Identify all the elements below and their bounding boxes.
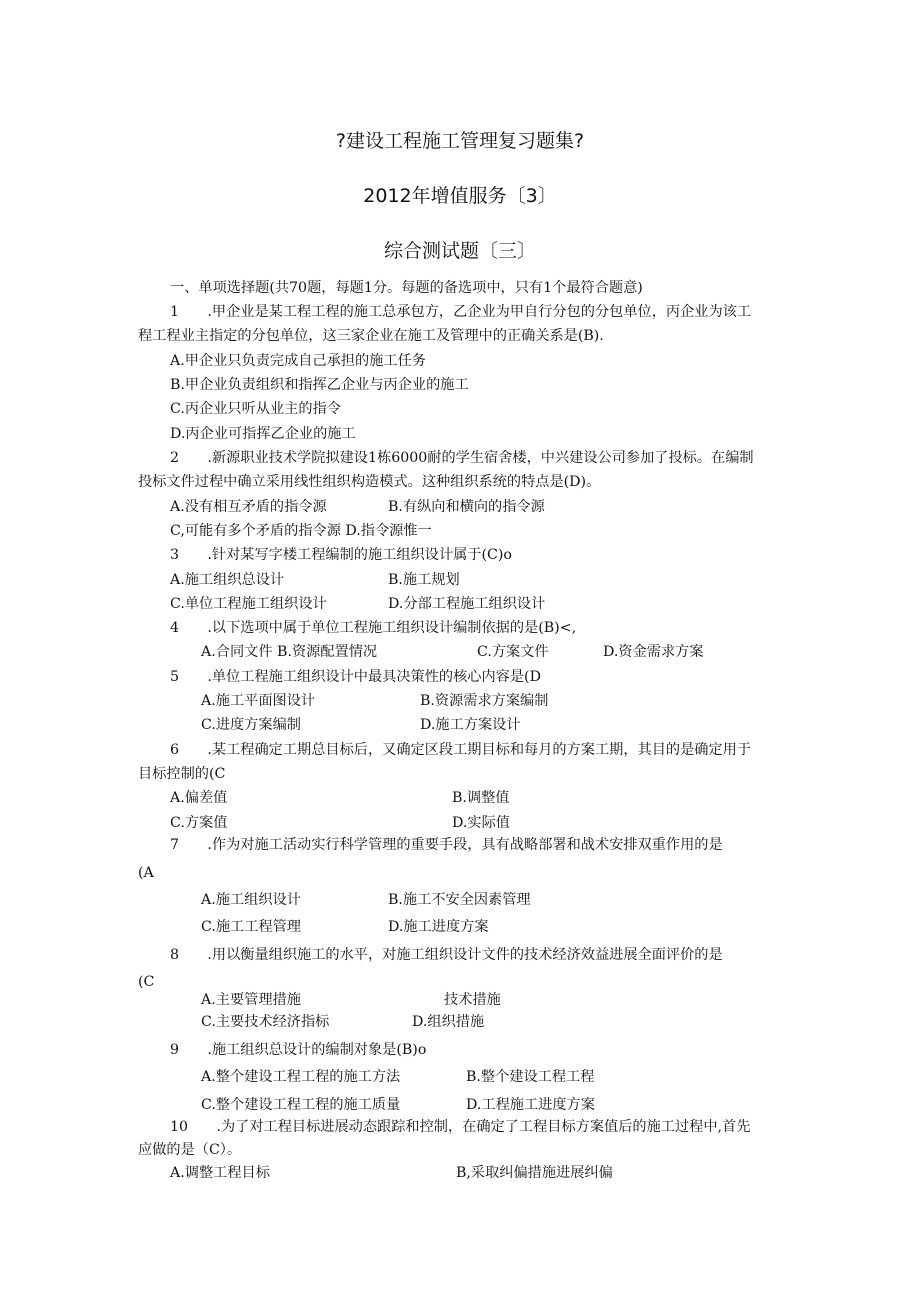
q6-stem-line1: 6 .某工程确定工期总目标后，又确定区段工期目标和每月的方案工期，其目的是确定用于 <box>170 742 752 758</box>
q2-stem-line1: 2 .新源职业技术学院拟建设1栋6000耐的学生宿舍楼，中兴建设公司参加了投标。在编制 <box>170 450 754 466</box>
q1-option-b: B.甲企业负责组织和指挥乙企业与丙企业的施工 <box>170 377 469 393</box>
q2-option-a: A.没有相互矛盾的指令源 <box>170 499 327 515</box>
q6-option-c: C.方案值 <box>170 815 228 831</box>
q4-option-c: C.方案文件 <box>477 644 549 660</box>
q9-option-b: B.整个建设工程工程 <box>466 1069 595 1085</box>
q10-option-b: B,采取纠偏措施进展纠偏 <box>456 1165 613 1181</box>
q7-option-d: D.施工进度方案 <box>388 919 489 935</box>
q7-option-b: B.施工不安全因素管理 <box>388 892 531 908</box>
q1-option-c: C.丙企业只听从业主的指令 <box>170 401 341 417</box>
q6-option-d: D.实际值 <box>452 815 510 831</box>
q7-option-a: A.施工组织设计 <box>201 892 301 908</box>
document-subtitle: 2012年增值服务〔3〕 <box>363 185 557 207</box>
q2-stem-line2: 投标文件过程中确立采用线性组织构造模式。这种组织系统的特点是(D)。 <box>138 474 601 490</box>
q2-option-b: B.有纵向和横向的指令源 <box>388 499 545 515</box>
document-title: ?建设工程施工管理复习题集? <box>335 130 585 152</box>
q10-option-a: A.调整工程目标 <box>170 1165 270 1181</box>
q1-stem-line1: 1 .甲企业是某工程工程的施工总承包方，乙企业为甲自行分包的分包单位，丙企业为该工 <box>170 304 752 320</box>
q5-option-a: A.施工平面图设计 <box>201 693 316 709</box>
q8-stem-line2: (C <box>138 974 155 990</box>
q3-option-b: B.施工规划 <box>388 572 460 588</box>
q6-stem-line2: 目标控制的(C <box>138 766 226 782</box>
q1-option-a: A.甲企业只负责完成自己承担的施工任务 <box>170 353 426 369</box>
q10-stem-line1: 10 .为了对工程目标进展动态跟踪和控制，在确定了工程目标方案值后的施工过程中,首先 <box>170 1119 751 1135</box>
q9-option-a: A.整个建设工程工程的施工方法 <box>201 1069 401 1085</box>
q7-stem-line2: (A <box>138 865 154 881</box>
section-title: 综合测试题〔三〕 <box>383 240 536 262</box>
q9-stem: 9 .施工组织总设计的编制对象是(B)o <box>170 1042 427 1058</box>
q3-option-c: C.单位工程施工组织设计 <box>170 596 327 612</box>
q9-option-c: C.整个建设工程工程的施工质量 <box>201 1097 401 1113</box>
q3-option-d: D.分部工程施工组织设计 <box>388 596 546 612</box>
q7-stem-line1: 7 .作为对施工活动实行科学管理的重要手段，具有战略部署和战术安排双重作用的是 <box>170 837 723 853</box>
q8-option-a: A.主要管理措施 <box>201 992 301 1008</box>
q8-stem-line1: 8 .用以衡量组织施工的水平，对施工组织设计文件的技术经济效益进展全面评价的是 <box>170 947 723 963</box>
q7-option-c: C.施工工程管理 <box>201 919 301 935</box>
q9-option-d: D.工程施工进度方案 <box>466 1097 595 1113</box>
q10-stem-line2: 应做的是（C）。 <box>138 1142 242 1158</box>
q5-stem: 5 .单位工程施工组织设计中最具决策性的核心内容是(D <box>170 669 541 685</box>
q1-option-d: D.丙企业可指挥乙企业的施工 <box>170 426 356 442</box>
q2-option-cd: C,可能有多个矛盾的指令源 D.指令源惟一 <box>170 523 432 539</box>
q8-option-d: D.组织措施 <box>412 1014 485 1030</box>
q5-option-d: D.施工方案设计 <box>420 717 521 733</box>
q6-option-b: B.调整值 <box>452 790 510 806</box>
q5-option-c: C.进度方案编制 <box>201 717 301 733</box>
q4-option-d: D.资金需求方案 <box>603 644 704 660</box>
q1-stem-line2: 程工程业主指定的分包单位，这三家企业在施工及管理中的正确关系是(B). <box>138 328 604 344</box>
section-intro: 一、单项选择题(共70题，每题1分。每题的备选项中，只有1个最符合题意) <box>170 280 643 296</box>
q6-option-a: A.偏差值 <box>170 790 228 806</box>
q3-option-a: A.施工组织总设计 <box>170 572 285 588</box>
q4-stem: 4 .以下选项中属于单位工程施工组织设计编制依据的是(B)<, <box>170 620 577 636</box>
q8-option-b: 技术措施 <box>444 992 501 1008</box>
q4-option-ab: A.合同文件 B.资源配置情况 <box>201 644 378 660</box>
q3-stem: 3 .针对某写字楼工程编制的施工组织设计属于(C)o <box>170 547 512 563</box>
q8-option-c: C.主要技术经济指标 <box>201 1014 330 1030</box>
q5-option-b: B.资源需求方案编制 <box>420 693 549 709</box>
